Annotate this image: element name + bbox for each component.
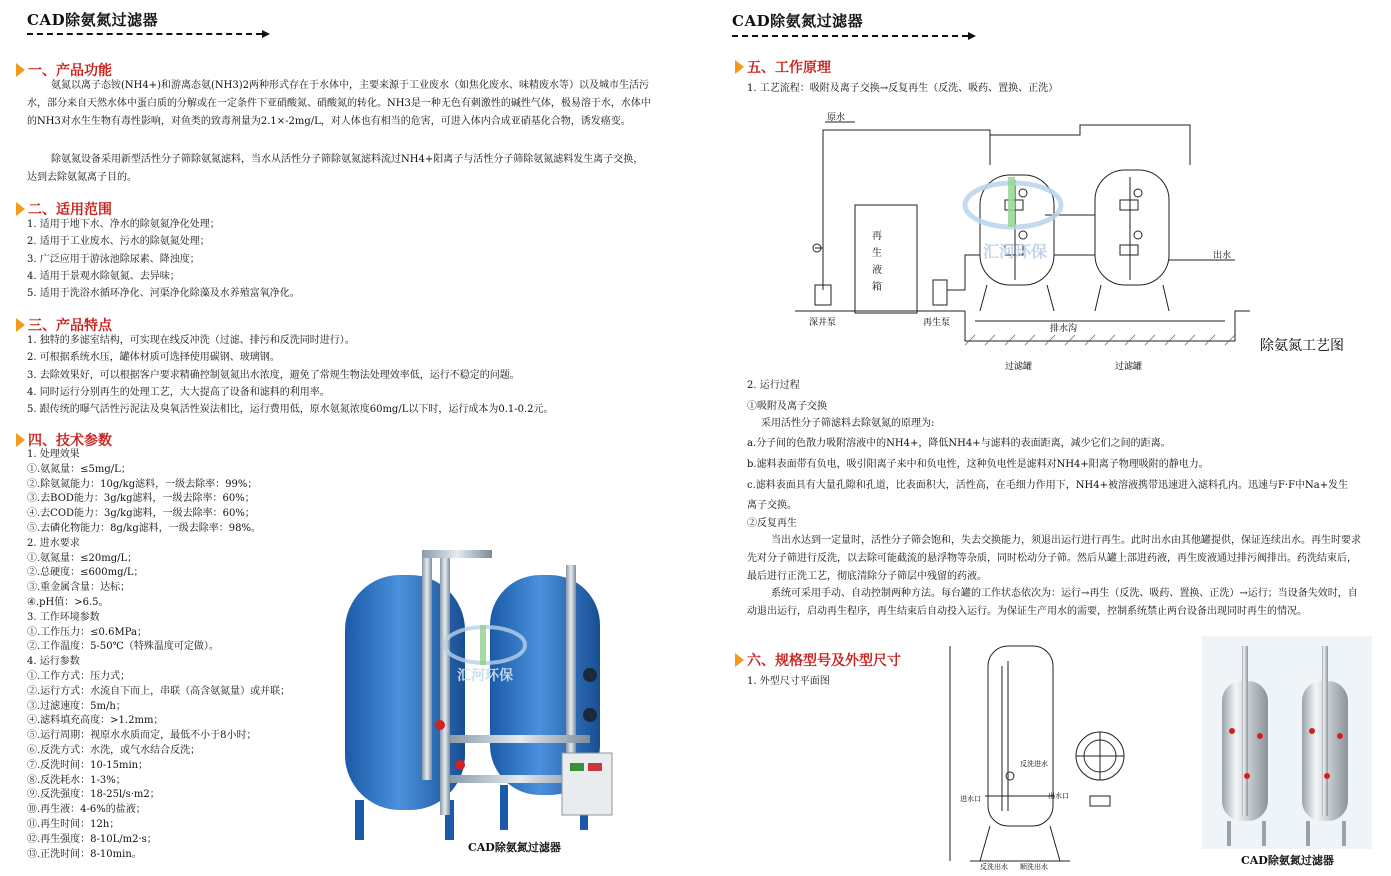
param-line: ④.去COD能力：3g/kg滤料，一级去除率：60%； bbox=[27, 508, 255, 520]
control-box bbox=[562, 753, 612, 815]
label-well-pump: 深井泵 bbox=[809, 318, 837, 328]
process-flow: 1. 工艺流程：吸附及离子交换→反复再生（反洗、吸药、置换、正洗） bbox=[747, 83, 1059, 94]
stainless-photo-caption: CAD除氨氮过滤器 bbox=[1241, 854, 1334, 867]
run-process-title: 2. 运行过程 bbox=[747, 380, 800, 391]
param-line: ④.滤料填充高度：>1.2mm； bbox=[27, 715, 164, 727]
features-list bbox=[27, 332, 554, 418]
label-filter-2: 过滤罐 bbox=[1115, 362, 1143, 372]
list-item: 1. 独特的多滤室结构，可实现在线反冲洗（过滤、排污和反洗同时进行）。 bbox=[27, 335, 355, 346]
param-line: ①.氨氮量：≤20mg/L； bbox=[27, 552, 138, 564]
title-divider bbox=[732, 35, 968, 37]
list-item: 5. 适用于洗浴水循环净化、河渠净化除藻及水养殖富氧净化。 bbox=[27, 288, 300, 300]
param-line: ⑫.再生强度：8-10L/m2·s； bbox=[27, 833, 157, 845]
param-line: ⑨.反洗强度：18-25l/s·m2； bbox=[27, 789, 160, 801]
regen-tank bbox=[855, 205, 917, 313]
product-photo-caption: CAD除氨氮过滤器 bbox=[468, 841, 561, 854]
label-inlet: 进水口 bbox=[960, 795, 981, 803]
product-function-paragraph-2: 除氨氮设备采用新型活性分子筛除氨氮滤料，当水从活性分子筛除氨氮滤料流过NH4+阳离子与活性分子筛除氨氮滤料发生离子交换，达到去除氨氮离子目的。 bbox=[27, 154, 644, 183]
param-line: ②.总硬度：≤600mg/L； bbox=[27, 567, 144, 579]
outline-drawing bbox=[940, 636, 1160, 872]
label-filter-1: 过滤罐 bbox=[1005, 362, 1033, 372]
section-bullet-icon bbox=[16, 63, 25, 77]
label-regen-tank: 再生液箱 bbox=[872, 231, 882, 293]
title-divider bbox=[27, 33, 262, 35]
param-line: ⑪.再生时间：12h； bbox=[27, 818, 120, 830]
param-line: ⑥.反洗方式：水洗，或气水结合反洗； bbox=[27, 744, 201, 756]
param-line: ⑧.反洗耗水：1-3%； bbox=[27, 774, 126, 786]
param-line: 3. 工作环境参数 bbox=[27, 611, 100, 623]
outline-drawing-title: 1. 外型尺寸平面图 bbox=[747, 676, 830, 687]
label-drain: 排水沟 bbox=[1050, 324, 1078, 334]
section-bullet-icon bbox=[16, 318, 25, 332]
section-title: 一、产品功能 bbox=[28, 63, 112, 79]
list-item: 2. 可根据系统水压，罐体材质可选择使用碳钢、玻璃钢。 bbox=[27, 352, 280, 364]
section-tech-params bbox=[16, 430, 112, 450]
section-specs bbox=[735, 650, 901, 670]
list-item: 3. 广泛应用于游泳池除尿素、降浊度； bbox=[27, 253, 200, 265]
param-line: ②.工作温度：5-50℃（特殊温度可定做）。 bbox=[27, 641, 219, 653]
param-line: ①.氨氮量：≤5mg/L； bbox=[27, 463, 131, 475]
label-regen-pump: 再生泵 bbox=[923, 318, 951, 328]
principle-c: c.滤料表面具有大量孔隙和孔道，比表面积大，活性高，在毛细力作用下，NH4+被溶液携带迅速进入滤料孔内。迅速与F·F中Na+发生离子交换。 bbox=[747, 480, 1349, 511]
application-list bbox=[27, 216, 300, 302]
principle-b: b.滤料表面带有负电，吸引阳离子来中和负电性，这种负电性是滤料对NH4+阳离子物理吸附的静电力。 bbox=[747, 459, 1209, 470]
adsorption-intro: 采用活性分子筛滤料去除氨氮的原理为: bbox=[761, 418, 935, 429]
param-line: ②.除氨氮能力：10g/kg滤料，一级去除率：99%； bbox=[27, 478, 258, 490]
param-line: ⑤.运行周期：视原水水质而定，最低不小于8小时； bbox=[27, 730, 257, 742]
regen-subtitle: ②反复再生 bbox=[747, 518, 797, 529]
filter-tank-1 bbox=[980, 175, 1054, 285]
left-page-title: CAD除氨氮过滤器 bbox=[27, 11, 159, 29]
param-line: ②.运行方式：水流自下而上，串联（高含氨氮量）或并联； bbox=[27, 685, 291, 697]
left-page bbox=[0, 0, 690, 876]
param-line: ⑬.正洗时间：8-10min。 bbox=[27, 848, 142, 860]
section-bullet-icon bbox=[735, 60, 744, 74]
section-title: 三、产品特点 bbox=[28, 318, 112, 334]
param-line: ③.过滤速度：5m/h； bbox=[27, 700, 126, 712]
label-outlet: 出水 bbox=[1213, 251, 1232, 261]
param-line: 2. 进水要求 bbox=[27, 537, 80, 549]
right-page-title: CAD除氨氮过滤器 bbox=[732, 12, 864, 30]
product-function-paragraph-1: 氨氮以离子态铵(NH4+)和游离态氨(NH3)2两种形式存在于水体中，主要来源于工业废水（如焦化废水、味精废水等）以及城市生活污水，部分来自天然水体中蛋白质的分解或在一定条件下亚硝酸氮、硝酸氮的转化。NH3是一种无色有刺激性的碱性气体，极易溶于水，水体中的NH3对水生生物有毒性影响，对鱼类的致毒剂量为2.1×-2mg/L，对人体也有相当的危害，可进入体内合成亚硝基化合物，诱发癌变。 bbox=[27, 80, 651, 127]
label-source-water: 原水 bbox=[827, 113, 846, 123]
product-photo bbox=[340, 545, 630, 845]
right-page bbox=[705, 0, 1391, 876]
label-rinse-out: 顺洗出水 bbox=[1020, 863, 1048, 871]
param-line: ⑩.再生液：4-6%的盐液； bbox=[27, 804, 146, 816]
tech-params-list bbox=[27, 448, 290, 862]
label-outlet: 出水口 bbox=[1048, 792, 1069, 800]
list-item: 2. 适用于工业废水、污水的除氨氮处理； bbox=[27, 236, 210, 248]
list-item: 3. 去除效果好，可以根据客户要求精确控制氨氮出水浓度，避免了常规生物法处理效率低，运行不稳定的问题。 bbox=[27, 369, 520, 381]
adsorption-subtitle: ①吸附及离子交换 bbox=[747, 401, 827, 412]
label-backwash-in: 反洗进水 bbox=[1020, 760, 1048, 768]
section-title: 二、适用范围 bbox=[28, 202, 112, 218]
param-line: 4. 运行参数 bbox=[27, 656, 80, 668]
regen-paragraph-1: 当出水达到一定量时，活性分子筛会饱和，失去交换能力，须退出运行进行再生。此时出水由其他罐提供，保证连续出水。再生时要求先对分子筛进行反洗，以去除可能截流的悬浮物等杂质，同时松动分子筛。然后从罐上部进药液，再生废液通过排污阀排出。药洗结束后，最后进行正洗工艺，彻底清除分子筛层中残留的药液。 bbox=[747, 535, 1361, 582]
param-line: ⑦.反洗时间：10-15min； bbox=[27, 759, 149, 771]
param-line: ①.工作方式：压力式； bbox=[27, 670, 131, 682]
section-bullet-icon bbox=[735, 653, 744, 667]
list-item: 1. 适用于地下水、净水的除氨氮净化处理； bbox=[27, 219, 220, 230]
section-title: 六、规格型号及外型尺寸 bbox=[747, 653, 901, 669]
param-line: ⑤.去磷化物能力：8g/kg滤料，一级去除率：98%。 bbox=[27, 522, 261, 534]
principle-a: a.分子间的色散力吸附溶液中的NH4+，降低NH4+与滤料的表面距离，减少它们之间的距离。 bbox=[747, 438, 1171, 449]
param-line: ③.去BOD能力：3g/kg滤料，一级去除率：60%； bbox=[27, 493, 255, 505]
label-backwash-out: 反洗出水 bbox=[980, 863, 1008, 871]
section-bullet-icon bbox=[16, 202, 25, 216]
filter-tank-2 bbox=[1095, 170, 1169, 285]
list-item: 4. 适用于景观水除氨氮、去异味； bbox=[27, 270, 180, 282]
param-line: ④.pH值：>6.5。 bbox=[27, 596, 109, 608]
section-bullet-icon bbox=[16, 433, 25, 447]
stainless-product-photo bbox=[1202, 636, 1372, 849]
param-line: 1. 处理效果 bbox=[27, 449, 80, 460]
section-title: 五、工作原理 bbox=[747, 60, 831, 76]
regen-paragraph-2: 系统可采用手动、自动控制两种方法。每台罐的工作状态依次为：运行→再生（反洗、吸药、置换、正洗）→运行；当设备失效时，自动退出运行，启动再生程序，再生结束后自动投入运行。为保证生产用水的需要，控制系统禁止两台设备出现同时再生的情况。 bbox=[747, 588, 1358, 617]
section-title: 四、技术参数 bbox=[28, 433, 112, 449]
list-item: 5. 跟传统的曝气活性污泥法及臭氧活性炭法相比，运行费用低，原水氨氮浓度60mg/L以下时，运行成本为0.1-0.2元。 bbox=[27, 404, 554, 416]
param-line: ③.重金属含量：达标； bbox=[27, 582, 131, 594]
section-working-principle bbox=[735, 57, 831, 77]
list-item: 4. 同时运行分别再生的处理工艺，大大提高了设备和滤料的利用率。 bbox=[27, 386, 330, 398]
diagram-caption: 除氨氮工艺图 bbox=[1260, 338, 1344, 354]
watermark-text: 汇河环保 bbox=[982, 242, 1048, 261]
param-line: ①.工作压力：≤0.6MPa； bbox=[27, 626, 147, 638]
watermark-text: 汇河环保 bbox=[457, 668, 513, 684]
